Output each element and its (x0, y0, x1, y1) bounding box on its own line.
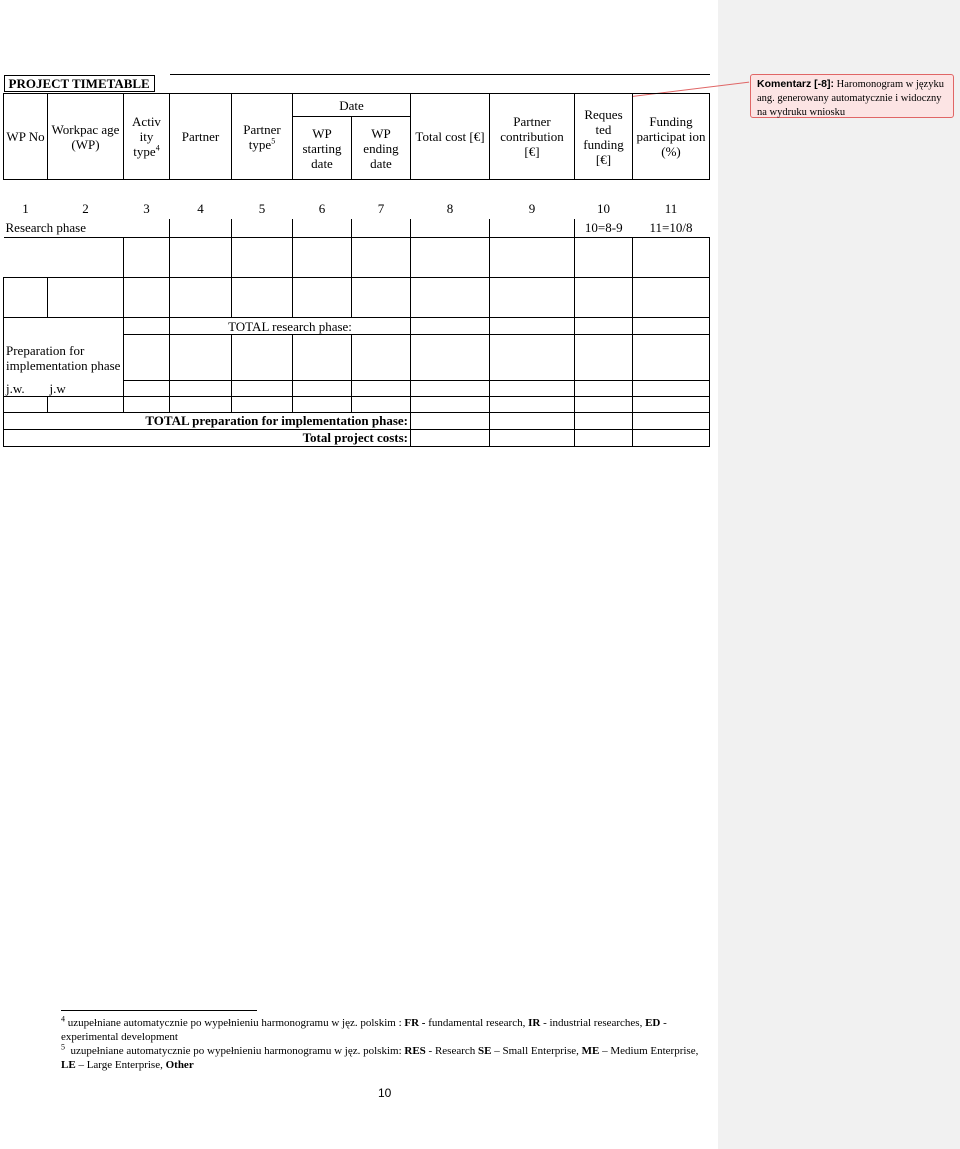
header-workpackage: Workpac age (WP) (48, 94, 124, 180)
header-total-cost: Total cost [€] (411, 94, 490, 180)
col-number: 6 (318, 201, 326, 216)
project-timetable (3, 74, 710, 447)
footnote-5: $^5$ uzupełniane automatycznie po wypełnieniu harmonogramu w jęz. polskim: RES - Research SE – Small Enterprise, ME – Medium Enterprise, LE – Large Enterprise, Other (61, 1042, 699, 1071)
table-cell[interactable] (232, 335, 293, 381)
table-cell[interactable] (411, 238, 490, 278)
table-cell[interactable] (411, 278, 490, 318)
header-wp-start: WP starting date (293, 117, 352, 180)
col-number: 5 (258, 201, 266, 216)
header-partner-type: Partner type$^5$ (232, 94, 293, 180)
total-research-value[interactable] (411, 318, 490, 335)
header-funding-participation: Funding participat ion (%) (633, 94, 710, 180)
table-cell[interactable] (124, 335, 170, 381)
table-cell[interactable] (4, 396, 48, 412)
table-cell[interactable] (124, 381, 170, 397)
table-cell[interactable] (232, 396, 293, 412)
prep-phase-label: Preparation for implementation phase (4, 335, 124, 381)
formula-col-11: 11=10/8 (649, 220, 693, 236)
col-number: 9 (528, 201, 536, 216)
table-cell[interactable] (48, 278, 124, 318)
header-partner: Partner (170, 94, 232, 180)
header-requested-funding: Reques ted funding [€] (575, 94, 633, 180)
total-prep-value[interactable] (411, 412, 490, 429)
table-cell[interactable] (4, 278, 48, 318)
col-number: 2 (82, 201, 89, 216)
table-cell[interactable] (490, 381, 575, 397)
col-number: 11 (664, 201, 678, 216)
table-cell[interactable] (411, 396, 490, 412)
timetable-title: PROJECT TIMETABLE (4, 75, 155, 92)
table-cell[interactable] (170, 396, 232, 412)
formula-col-10: 10=8-9 (584, 220, 623, 236)
table-cell[interactable] (633, 335, 710, 381)
col-number: 1 (22, 201, 29, 216)
table-cell[interactable] (352, 396, 411, 412)
header-wp-end: WP ending date (352, 117, 411, 180)
table-cell[interactable] (170, 381, 232, 397)
table-cell[interactable] (633, 238, 710, 278)
comment-text: Haromonogram w języku ang. generowany automatycznie i widoczny na wydruku wniosku (757, 79, 944, 118)
footnote-separator (61, 1010, 257, 1011)
total-research-label: TOTAL research phase: (170, 318, 411, 335)
table-cell[interactable] (293, 238, 352, 278)
comment-tag: Komentarz [-8]: (757, 78, 835, 90)
table-cell[interactable] (633, 381, 710, 397)
table-cell[interactable] (352, 238, 411, 278)
col-number: 10 (597, 201, 610, 216)
table-cell[interactable] (48, 396, 124, 412)
total-project-label: Total project costs: (4, 429, 411, 446)
header-date: Date (293, 94, 411, 117)
page-number: 10 (378, 1086, 392, 1100)
timetable-title-cell (4, 75, 170, 94)
col-number: 8 (446, 201, 454, 216)
table-cell[interactable] (124, 278, 170, 318)
header-activity-type: Activ ity type$^4$ (124, 94, 170, 180)
table-cell[interactable] (633, 278, 710, 318)
jw-label-1: j.w. (4, 381, 48, 397)
comment-balloon[interactable] (750, 74, 954, 118)
table-cell[interactable] (170, 335, 232, 381)
table-cell[interactable] (170, 278, 232, 318)
table-cell[interactable] (490, 238, 575, 278)
table-cell[interactable] (633, 396, 710, 412)
table-cell[interactable] (170, 238, 232, 278)
table-cell[interactable] (293, 335, 352, 381)
table-cell[interactable] (232, 238, 293, 278)
table-cell[interactable] (293, 278, 352, 318)
table-cell[interactable] (352, 335, 411, 381)
footnotes (61, 1016, 711, 1072)
total-prep-label: TOTAL preparation for implementation phase: (4, 412, 411, 429)
total-project-value[interactable] (411, 429, 490, 446)
jw-label-2: j.w (48, 381, 124, 397)
table-cell[interactable] (575, 381, 633, 397)
table-cell[interactable] (490, 278, 575, 318)
table-cell[interactable] (490, 396, 575, 412)
table-cell[interactable] (575, 278, 633, 318)
table-cell[interactable] (575, 335, 633, 381)
table-cell[interactable] (411, 335, 490, 381)
table-cell[interactable] (490, 335, 575, 381)
table-cell[interactable] (232, 381, 293, 397)
table-cell[interactable] (575, 238, 633, 278)
table-cell[interactable] (124, 238, 170, 278)
table-cell[interactable] (575, 396, 633, 412)
header-partner-contribution: Partner contribution [€] (490, 94, 575, 180)
table-cell[interactable] (293, 381, 352, 397)
table-cell[interactable] (411, 381, 490, 397)
header-wp-no: WP No (4, 94, 48, 180)
table-cell[interactable] (352, 381, 411, 397)
table-cell[interactable] (352, 278, 411, 318)
col-number: 7 (377, 201, 385, 216)
col-number: 3 (143, 201, 150, 216)
table-cell[interactable] (124, 396, 170, 412)
comment-margin-pane (718, 0, 960, 1149)
table-cell[interactable] (293, 396, 352, 412)
footnote-4: $^4$ uzupełniane automatycznie po wypełnieniu harmonogramu w jęz. polskim : FR - fundamental research, IR - industrial researches, ED - experimental development (61, 1014, 667, 1043)
research-phase-label: Research phase (4, 219, 170, 238)
table-cell[interactable] (232, 278, 293, 318)
col-number: 4 (197, 201, 204, 216)
